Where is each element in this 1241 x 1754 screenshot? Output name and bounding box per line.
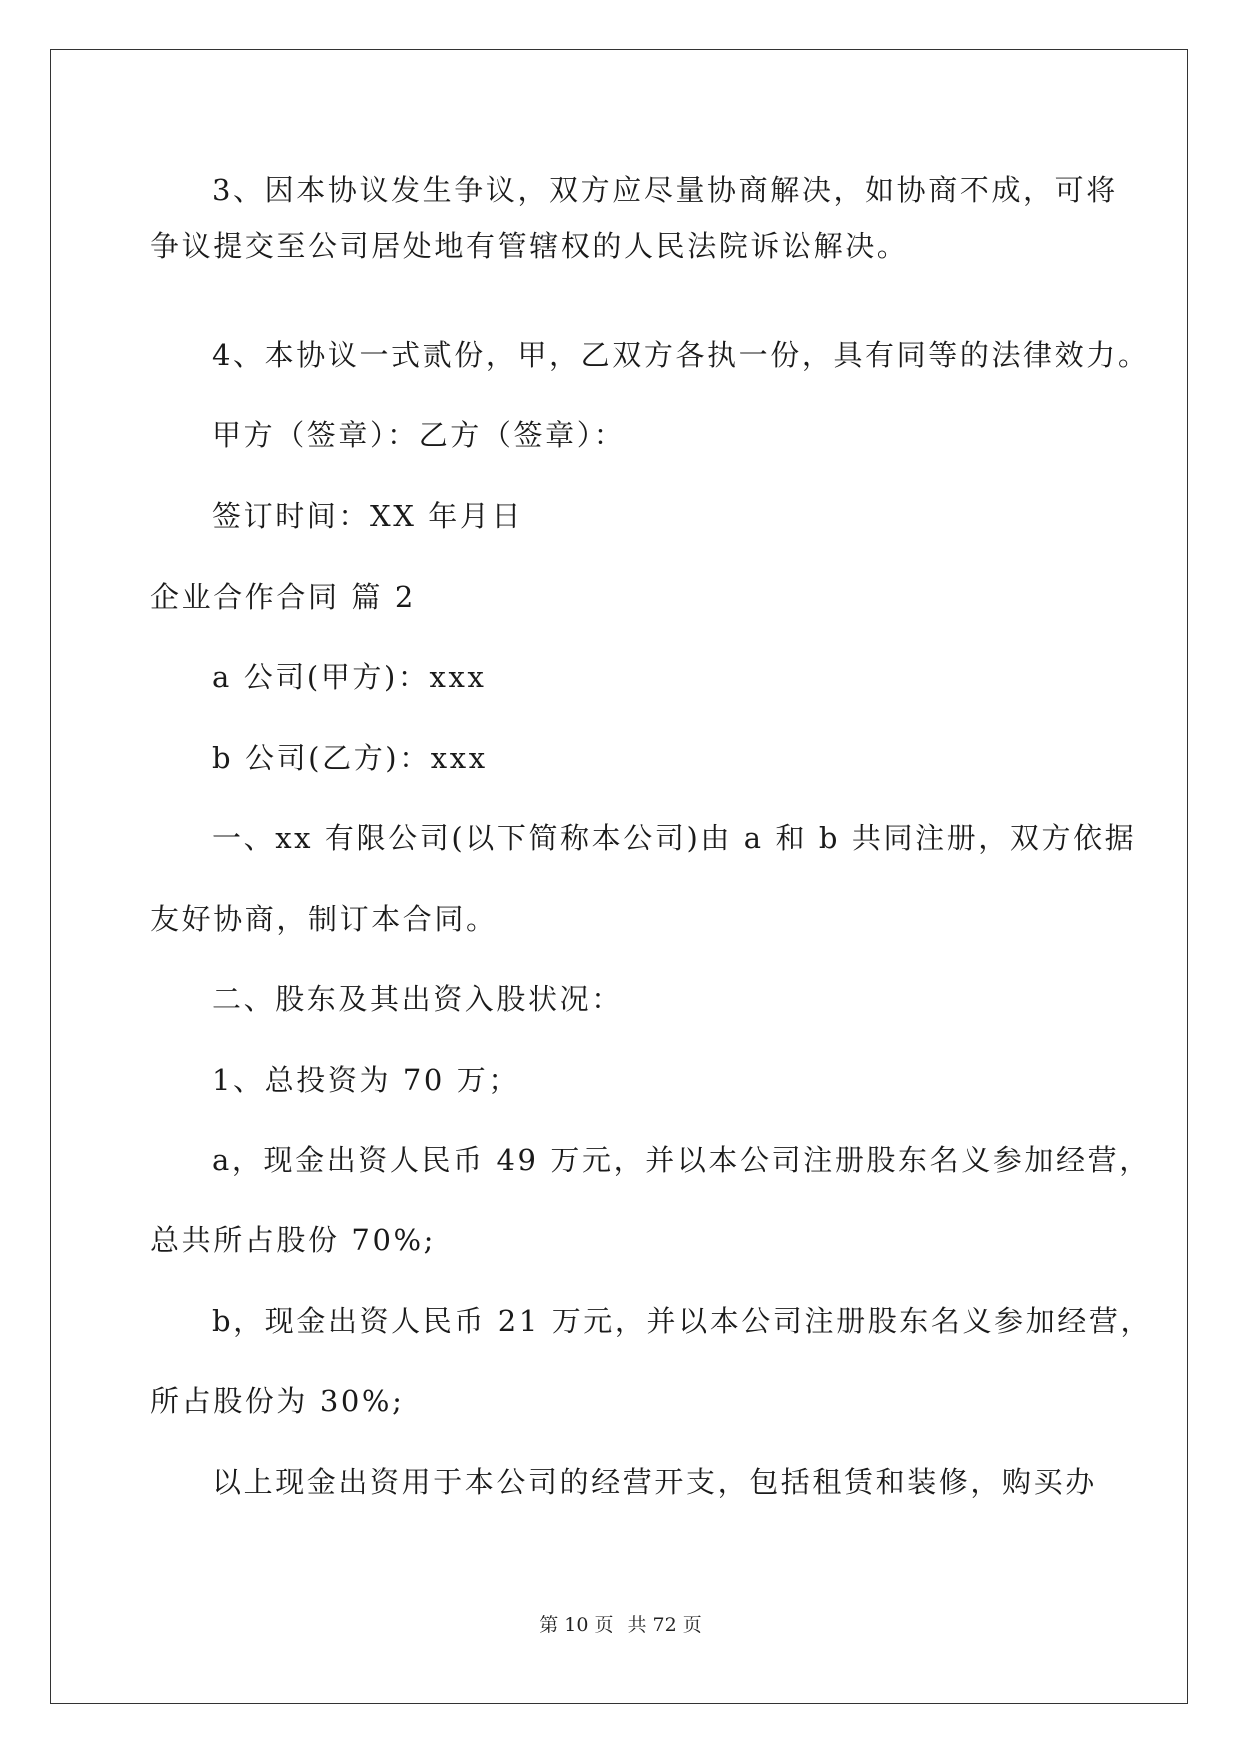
- paragraph-line: 所占股份为 30%;: [150, 1384, 405, 1418]
- paragraph-line: b 公司(乙方)：xxx: [212, 741, 488, 775]
- paragraph-line: 二、股东及其出资入股状况：: [212, 982, 623, 1016]
- paragraph-line: 4、本协议一式贰份，甲，乙双方各执一份，具有同等的法律效力。: [212, 338, 1150, 372]
- paragraph-line: 以上现金出资用于本公司的经营开支，包括租赁和装修，购买办: [212, 1465, 1097, 1499]
- paragraph-line: b，现金出资人民币 21 万元，并以本公司注册股东名义参加经营，: [212, 1304, 1153, 1338]
- paragraph-line: a 公司(甲方)：xxx: [212, 660, 487, 694]
- paragraph-line: 1、总投资为 70 万；: [212, 1063, 520, 1097]
- paragraph-line: a，现金出资人民币 49 万元，并以本公司注册股东名义参加经营，: [212, 1143, 1151, 1177]
- section-heading: 企业合作合同 篇 2: [150, 580, 416, 614]
- page-total: 共 72 页: [627, 1614, 702, 1636]
- paragraph-line: 总共所占股份 70%;: [150, 1223, 437, 1257]
- page-frame: [50, 49, 1188, 1704]
- paragraph-line: 争议提交至公司居处地有管辖权的人民法院诉讼解决。: [150, 229, 909, 263]
- page-number: 第 10 页: [539, 1614, 614, 1636]
- paragraph-line: 友好协商，制订本合同。: [150, 902, 498, 936]
- paragraph-line: 3、因本协议发生争议，双方应尽量协商解决，如协商不成，可将: [212, 173, 1118, 207]
- paragraph-line: 一、xx 有限公司(以下简称本公司)由 a 和 b 共同注册，双方依据: [212, 821, 1137, 855]
- paragraph-line: 签订时间：XX 年月日: [212, 499, 524, 533]
- page-footer: [0, 1612, 1241, 1638]
- paragraph-line: 甲方（签章）：乙方（签章）：: [212, 418, 626, 452]
